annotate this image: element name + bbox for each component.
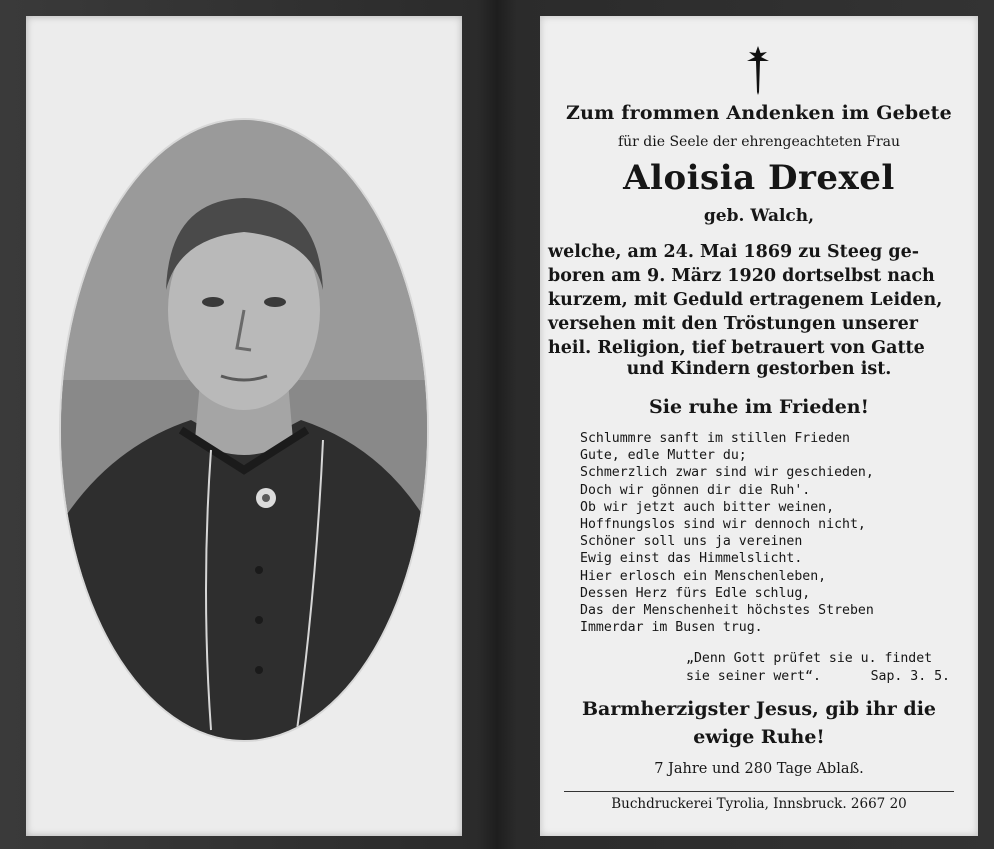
poem-line: Schöner soll uns ja vereinen	[580, 534, 803, 550]
portrait-photo	[61, 120, 427, 740]
poem-line: Schlummre sanft im stillen Frieden	[580, 431, 850, 446]
bio-line: und Kindern gestorben ist.	[626, 359, 892, 379]
bio-line: versehen mit den Tröstungen unserer	[548, 314, 918, 334]
memorial-subheading: für die Seele der ehrengeachteten Frau	[617, 134, 901, 150]
poem-line: Dessen Herz fürs Edle schlug,	[580, 585, 811, 601]
poem-line: Gute, edle Mutter du;	[580, 448, 747, 464]
bible-quote	[686, 650, 956, 685]
quote-line: sie seiner wert“.	[686, 668, 821, 684]
quote-reference: Sap. 3. 5.	[870, 668, 950, 684]
birth-name: geb. Walch,	[703, 206, 815, 226]
rest-in-peace: Sie ruhe im Frieden!	[649, 396, 869, 418]
memorial-poem	[580, 430, 960, 636]
bio-line: heil. Religion, tief betrauert von Gatte	[548, 338, 925, 358]
poem-line: Hoffnungslos sind wir dennoch nicht,	[580, 517, 866, 533]
bio-line: kurzem, mit Geduld ertragenem Leiden,	[548, 290, 943, 310]
cross-icon	[743, 44, 773, 96]
bio-line: boren am 9. März 1920 dortselbst nach	[548, 266, 935, 286]
portrait-card	[26, 16, 462, 836]
quote-line: „Denn Gott prüfet sie u. findet	[686, 651, 933, 666]
poem-line: Schmerzlich zwar sind wir geschieden,	[580, 465, 874, 481]
poem-line: Immerdar im Busen trug.	[580, 620, 763, 636]
poem-line: Hier erlosch ein Menschenleben,	[580, 568, 827, 584]
divider-rule	[564, 791, 954, 792]
prayer-line: ewige Ruhe!	[693, 726, 825, 748]
bio-line: welche, am 24. Mai 1869 zu Steeg ge-	[548, 242, 919, 262]
poem-line: Ob wir jetzt auch bitter weinen,	[580, 499, 835, 515]
memorial-text-card	[540, 16, 978, 836]
prayer-line: Barmherzigster Jesus, gib ihr die	[581, 698, 937, 720]
poem-line: Ewig einst das Himmelslicht.	[580, 551, 803, 567]
indulgence-note: 7 Jahre und 280 Tage Ablaß.	[654, 761, 864, 777]
poem-line: Das der Menschenheit höchstes Streben	[580, 603, 874, 619]
portrait-photo-illustration	[61, 120, 427, 740]
memorial-heading: Zum frommen Andenken im Gebete	[566, 102, 952, 124]
poem-line: Doch wir gönnen dir die Ruh'.	[580, 482, 811, 498]
printer-imprint: Buchdruckerei Tyrolia, Innsbruck. 2667 20	[611, 796, 907, 812]
deceased-name: Aloisia Drexel	[623, 158, 895, 198]
